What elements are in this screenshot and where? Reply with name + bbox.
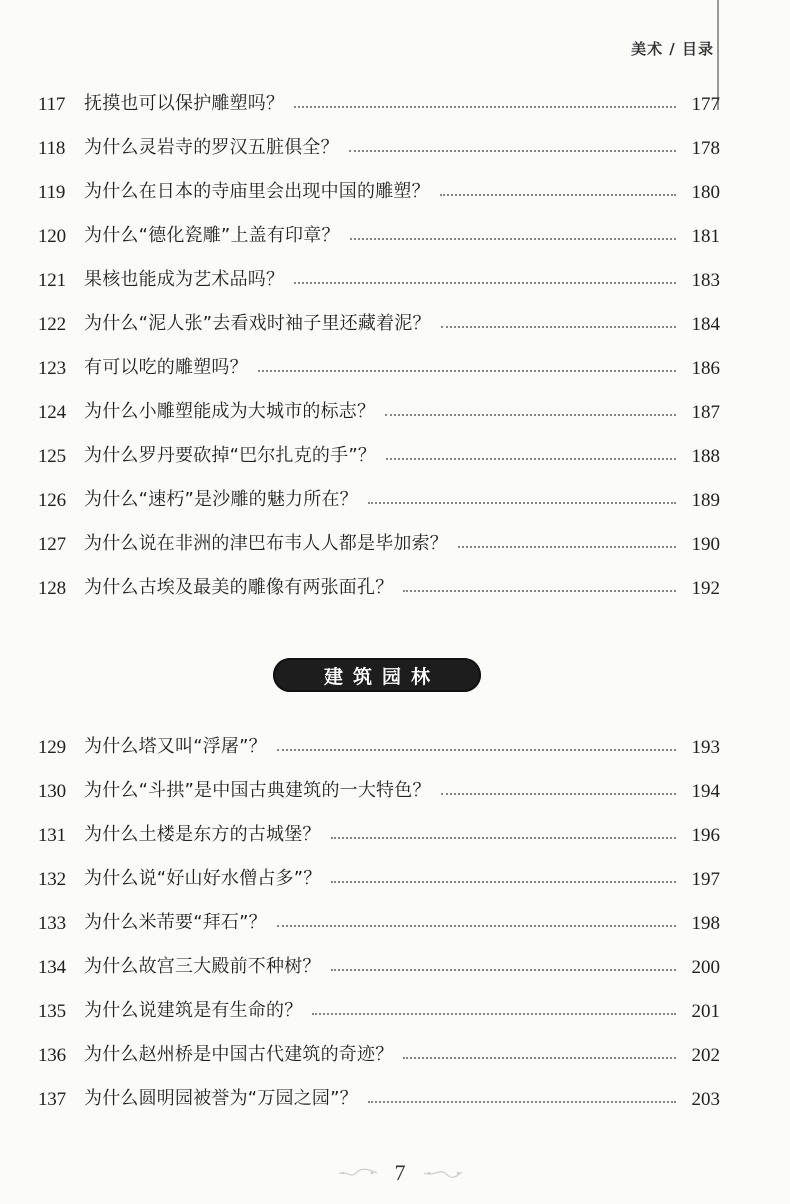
toc-entry[interactable] (38, 901, 720, 945)
dotted-leader (458, 546, 676, 548)
toc-entry[interactable] (38, 390, 720, 434)
toc-entry[interactable] (38, 566, 720, 610)
toc-entry[interactable] (38, 170, 720, 214)
page-reference: 178 (691, 137, 720, 159)
toc-entry[interactable] (38, 258, 720, 302)
entry-title: 果核也能成为艺术品吗？ (84, 269, 285, 290)
toc-entry[interactable] (38, 126, 720, 170)
dotted-leader (331, 837, 676, 839)
entry-number: 128 (38, 577, 66, 599)
toc-entry[interactable] (38, 522, 720, 566)
dotted-leader (441, 326, 676, 328)
page-reference: 184 (691, 313, 720, 335)
dotted-leader (440, 194, 676, 196)
entry-title: 有可以吃的雕塑吗？ (84, 357, 248, 378)
right-ornament-icon (422, 1167, 464, 1179)
dotted-leader (331, 881, 676, 883)
dotted-leader (331, 969, 676, 971)
entry-number: 119 (38, 181, 66, 203)
entry-number: 137 (38, 1088, 66, 1110)
entry-number: 127 (38, 533, 66, 555)
entry-number: 131 (38, 824, 66, 846)
toc-entry[interactable] (38, 813, 720, 857)
page-reference: 177 (691, 93, 720, 115)
entry-title: 为什么塔又叫“浮屠”？ (84, 736, 267, 757)
entry-title: 为什么“泥人张”去看戏时袖子里还藏着泥？ (84, 313, 431, 334)
toc-entry[interactable] (38, 725, 720, 769)
toc-entry[interactable] (38, 434, 720, 478)
section-heading-text: 建筑园林 (323, 665, 440, 688)
page-reference: 190 (691, 533, 720, 555)
entry-number: 132 (38, 868, 66, 890)
entry-title: 为什么在日本的寺庙里会出现中国的雕塑？ (84, 181, 430, 202)
page-reference: 186 (691, 357, 720, 379)
dotted-leader (277, 925, 676, 927)
entry-title: 为什么赵州桥是中国古代建筑的奇迹？ (84, 1044, 394, 1065)
page-reference: 189 (691, 489, 720, 511)
dotted-leader (258, 370, 676, 372)
entry-number: 125 (38, 445, 66, 467)
entry-title: 为什么小雕塑能成为大城市的标志？ (84, 401, 376, 422)
entry-title: 为什么“速朽”是沙雕的魅力所在？ (84, 489, 358, 510)
page-reference: 197 (691, 868, 720, 890)
toc-entry[interactable] (38, 945, 720, 989)
entry-title: 为什么圆明园被誉为“万园之园”？ (84, 1088, 358, 1109)
page-reference: 188 (691, 445, 720, 467)
architecture-toc-list (38, 725, 720, 1121)
page-reference: 196 (691, 824, 720, 846)
page-reference: 202 (691, 1044, 720, 1066)
entry-title: 为什么“德化瓷雕”上盖有印章？ (84, 225, 340, 246)
entry-title: 为什么米芾要“拜石”？ (84, 912, 267, 933)
entry-number: 117 (38, 93, 66, 115)
left-ornament-icon (337, 1167, 379, 1179)
entry-number: 130 (38, 780, 66, 802)
toc-entry[interactable] (38, 82, 720, 126)
page-reference: 200 (691, 956, 720, 978)
toc-entry[interactable] (38, 769, 720, 813)
entry-number: 120 (38, 225, 66, 247)
entry-number: 123 (38, 357, 66, 379)
page-reference: 180 (691, 181, 720, 203)
dotted-leader (386, 458, 676, 460)
page-reference: 181 (691, 225, 720, 247)
toc-entry[interactable] (38, 1033, 720, 1077)
page-reference: 192 (691, 577, 720, 599)
page-reference: 187 (691, 401, 720, 423)
running-head: 美术 / 目录 (631, 40, 714, 58)
entry-number: 122 (38, 313, 66, 335)
page-reference: 201 (691, 1000, 720, 1022)
toc-entry[interactable] (38, 214, 720, 258)
page-reference: 198 (691, 912, 720, 934)
dotted-leader (350, 238, 676, 240)
entry-number: 129 (38, 736, 66, 758)
entry-title: 为什么古埃及最美的雕像有两张面孔？ (84, 577, 394, 598)
page-reference: 203 (691, 1088, 720, 1110)
entry-number: 134 (38, 956, 66, 978)
dotted-leader (368, 1101, 676, 1103)
toc-entry[interactable] (38, 1077, 720, 1121)
entry-title: 为什么“斗拱”是中国古典建筑的一大特色？ (84, 780, 431, 801)
page-footer (320, 1158, 480, 1188)
page-reference: 193 (691, 736, 720, 758)
entry-title: 为什么说在非洲的津巴布韦人人都是毕加索？ (84, 533, 448, 554)
entry-number: 136 (38, 1044, 66, 1066)
page-reference: 194 (691, 780, 720, 802)
page-reference: 183 (691, 269, 720, 291)
entry-number: 124 (38, 401, 66, 423)
dotted-leader (277, 749, 676, 751)
entry-number: 135 (38, 1000, 66, 1022)
entry-title: 为什么土楼是东方的古城堡？ (84, 824, 321, 845)
entry-number: 118 (38, 137, 66, 159)
entry-number: 126 (38, 489, 66, 511)
dotted-leader (294, 282, 676, 284)
entry-title: 为什么罗丹要砍掉“巴尔扎克的手”？ (84, 445, 377, 466)
toc-entry[interactable] (38, 989, 720, 1033)
toc-entry[interactable] (38, 346, 720, 390)
entry-number: 121 (38, 269, 66, 291)
sculpture-toc-list (38, 82, 720, 610)
dotted-leader (312, 1013, 676, 1015)
entry-number: 133 (38, 912, 66, 934)
entry-title: 为什么说“好山好水僧占多”？ (84, 868, 322, 889)
section-heading-architecture-gardens (273, 658, 481, 692)
page-number: 7 (394, 1160, 406, 1185)
dotted-leader (385, 414, 676, 416)
entry-title: 为什么说建筑是有生命的？ (84, 1000, 303, 1021)
entry-title: 为什么灵岩寺的罗汉五脏俱全？ (84, 137, 339, 158)
entry-title: 为什么故宫三大殿前不种树？ (84, 956, 321, 977)
dotted-leader (368, 502, 676, 504)
dotted-leader (441, 793, 676, 795)
dotted-leader (403, 1057, 676, 1059)
entry-title: 抚摸也可以保护雕塑吗？ (84, 93, 285, 114)
toc-entry[interactable] (38, 302, 720, 346)
dotted-leader (403, 590, 676, 592)
dotted-leader (349, 150, 676, 152)
toc-entry[interactable] (38, 478, 720, 522)
dotted-leader (294, 106, 676, 108)
toc-entry[interactable] (38, 857, 720, 901)
